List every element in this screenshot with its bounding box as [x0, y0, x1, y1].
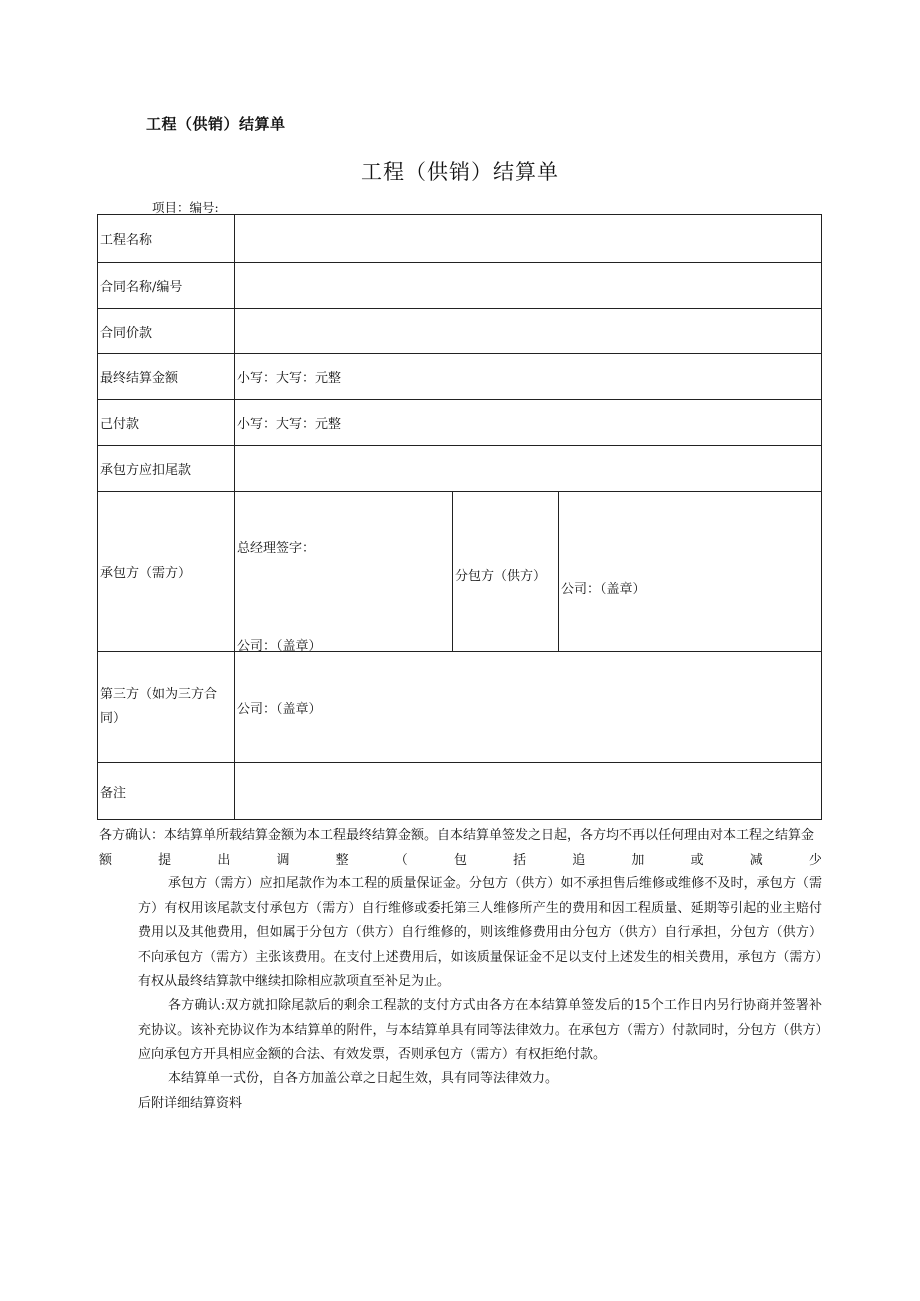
justified-char: 出 [217, 852, 231, 868]
label-contract-name: 合同名称/编号 [98, 263, 235, 309]
justified-char: 调 [276, 852, 290, 868]
justified-char: 括 [513, 852, 527, 868]
value-contract-price[interactable] [235, 309, 822, 354]
justified-char: （ [394, 852, 408, 868]
label-subcontractor: 分包方（供方） [453, 492, 559, 652]
row-paid [98, 400, 822, 446]
confirmation-line-2 [99, 849, 822, 874]
justified-char: 追 [572, 852, 586, 868]
value-final-amount[interactable]: 小写：大写：元整 [235, 354, 822, 400]
justified-char: 整 [335, 852, 349, 868]
justified-char: 少 [808, 852, 822, 868]
justified-char: 额 [99, 852, 113, 868]
justified-char: 提 [158, 852, 172, 868]
confirmation-paragraph [99, 824, 822, 873]
value-paid[interactable]: 小写：大写：元整 [235, 400, 822, 446]
document-header: 工程（供销）结算单 [146, 115, 286, 133]
warranty-paragraph: 承包方（需方）应扣尾款作为本工程的质量保证金。分包方（供方）如不承担售后维修或维修不及时，承包方（需方）有权用该尾款支付承包方（需方）自行维修或委托第三人维修所产生的费用和因工程质量、延期等引起的业主赔付费用以及其他费用，但如属于分包方（供方）自行维修的，则该维修费用由分包方（供方）自行承担，分包方（供方）不向承包方（需方）主张该费用。在支付上述费用后，如该质量保证金不足以支付上述发生的相关费用，承包方（需方）有权从最终结算款中继续扣除相应款项直至补足为止。 [138, 876, 822, 989]
row-contract-price [98, 309, 822, 354]
label-deduction: 承包方应扣尾款 [98, 446, 235, 492]
value-project-name[interactable] [235, 215, 822, 263]
label-contract-price: 合同价款 [98, 309, 235, 354]
justified-char: 或 [690, 852, 704, 868]
value-deduction[interactable] [235, 446, 822, 492]
justified-char: 包 [453, 852, 467, 868]
gm-signature-label: 总经理签字： [237, 541, 316, 556]
project-number-line: 项目：编号: [152, 200, 219, 215]
confirmation-line-1: 各方确认：本结算单所载结算金额为本工程最终结算金额。自本结算单签发之日起，各方均不再以任何理由对本工程之结算金 [99, 828, 815, 843]
attachment-note: 后附详细结算资料 [138, 1096, 243, 1111]
row-contract-name [98, 263, 822, 309]
label-final-amount: 最终结算金额 [98, 354, 235, 400]
justified-char: 加 [631, 852, 645, 868]
justified-char: 减 [749, 852, 763, 868]
label-contractor: 承包方（需方） [98, 492, 235, 652]
row-project-name [98, 215, 822, 263]
label-remarks: 备注 [98, 763, 235, 820]
third-party-company-stamp[interactable]: 公司：（盖章） [235, 652, 822, 763]
label-paid: 己付款 [98, 400, 235, 446]
page-title: 工程（供销）结算单 [361, 160, 559, 184]
validity-paragraph: 本结算单一式份，自各方加盖公章之日起生效，具有同等法律效力。 [168, 1071, 559, 1086]
row-final-amount [98, 354, 822, 400]
contractor-company-stamp: 公司：（盖章） [237, 639, 322, 654]
row-contractor [98, 492, 822, 652]
row-third-party [98, 652, 822, 763]
row-deduction [98, 446, 822, 492]
contractor-signature-cell[interactable] [235, 492, 453, 652]
row-remarks [98, 763, 822, 820]
value-contract-name[interactable] [235, 263, 822, 309]
subcontractor-company-stamp[interactable]: 公司：（盖章） [559, 492, 822, 652]
label-third-party: 第三方（如为三方合同） [98, 652, 235, 763]
settlement-table [97, 214, 822, 820]
payment-paragraph: 各方确认:双方就扣除尾款后的剩余工程款的支付方式由各方在本结算单签发后的15个工作日内另行协商并签署补充协议。该补充协议作为本结算单的附件，与本结算单具有同等法律效力。在承包方（需方）付款同时，分包方（供方）应向承包方开具相应金额的合法、有效发票，否则承包方（需方）有权拒绝付款。 [138, 998, 822, 1062]
label-project-name: 工程名称 [98, 215, 235, 263]
value-remarks[interactable] [235, 763, 822, 820]
